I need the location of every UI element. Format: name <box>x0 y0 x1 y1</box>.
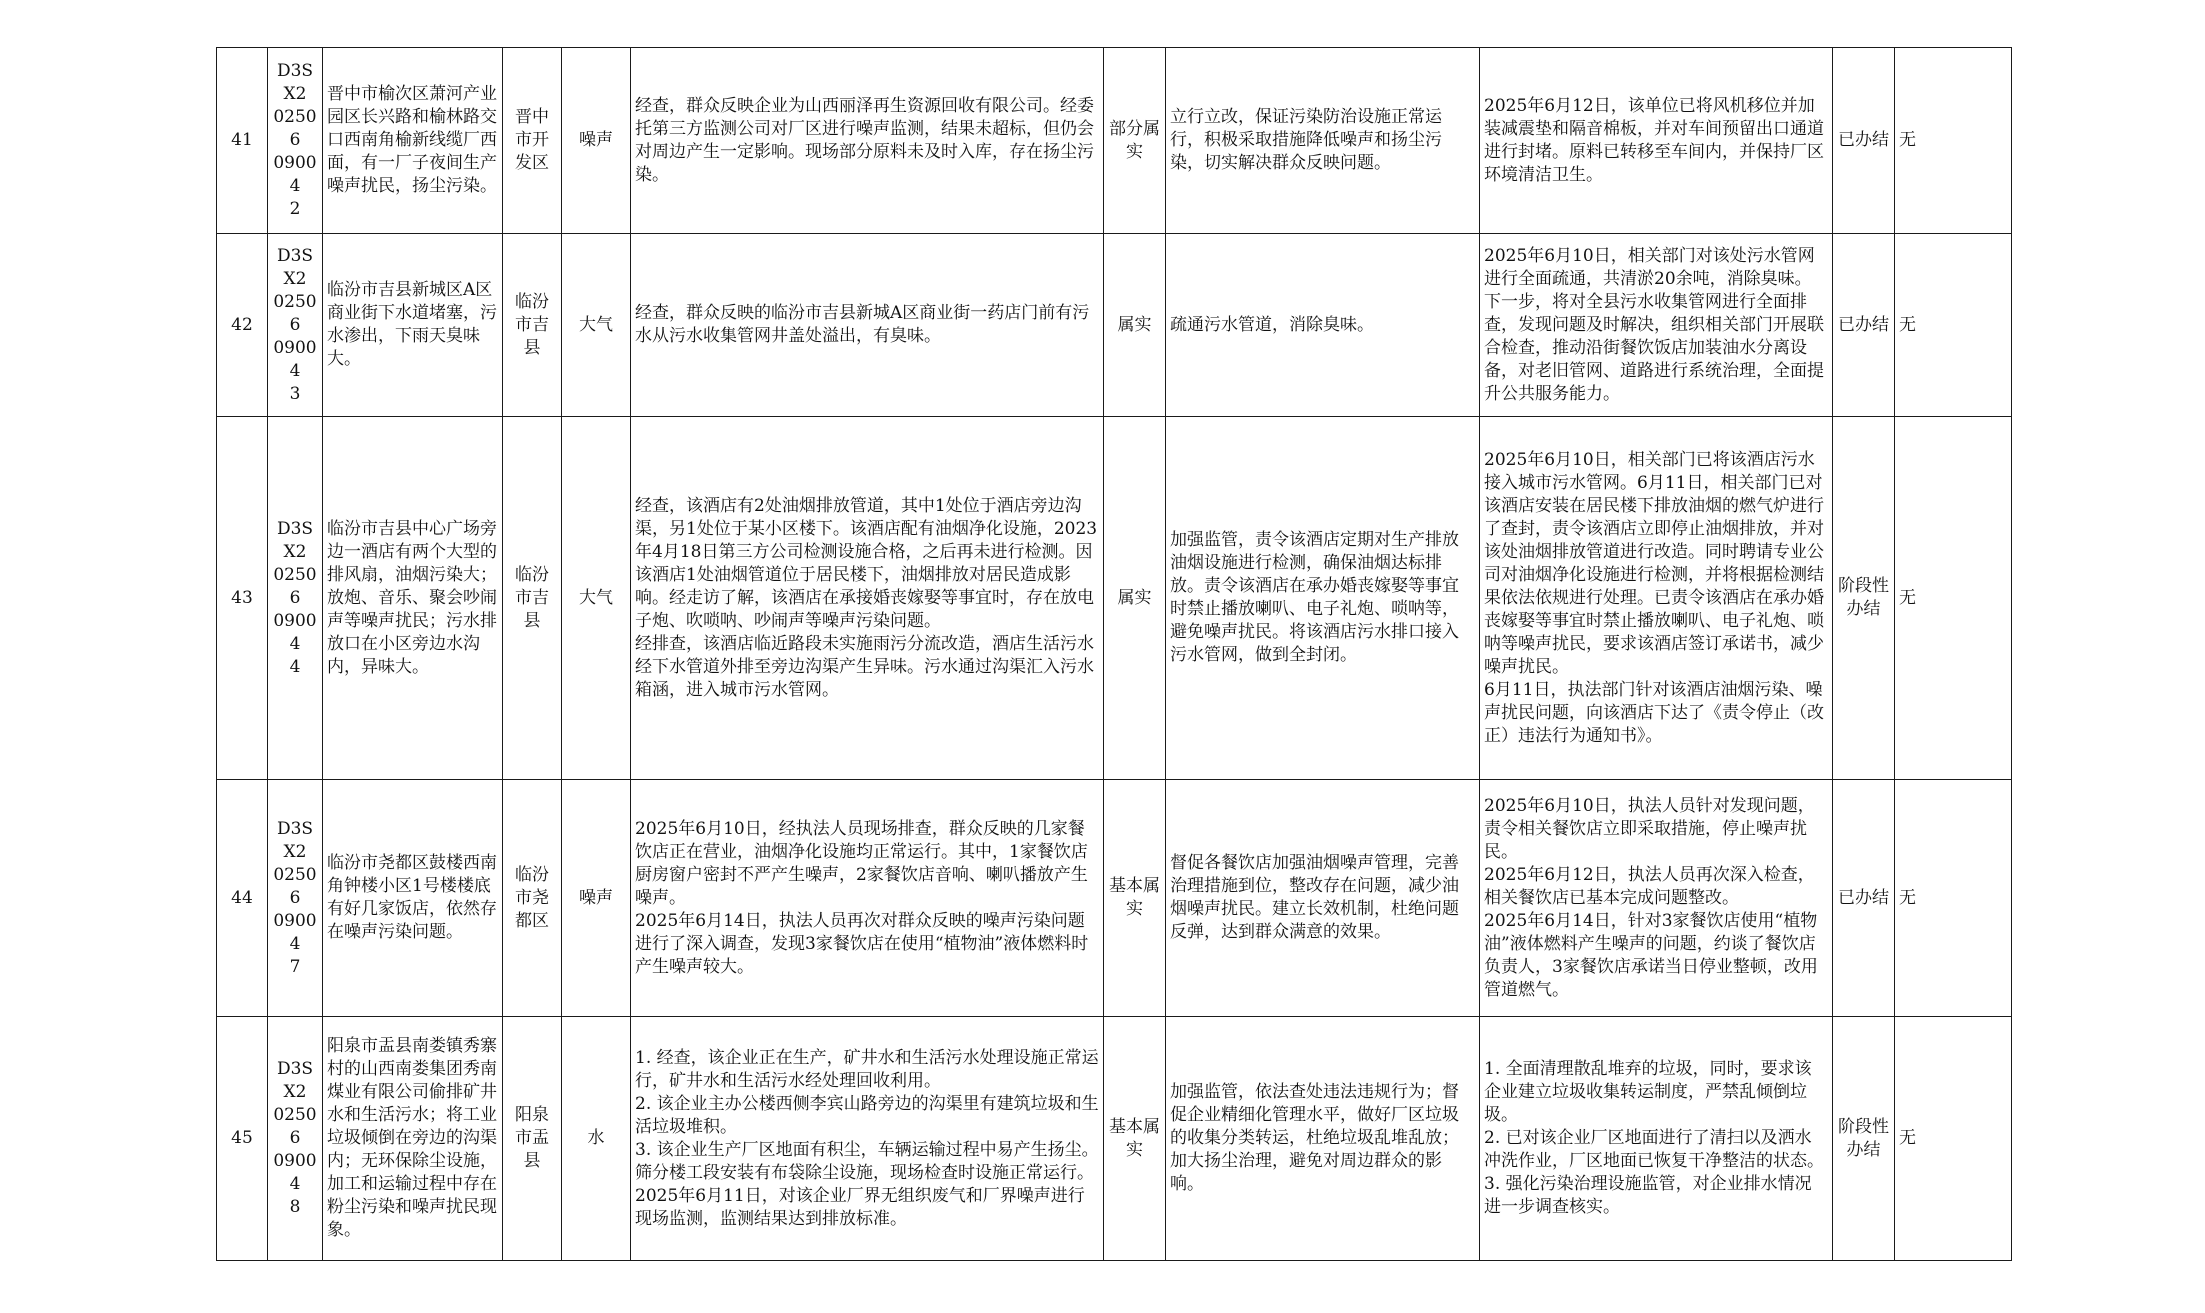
region: 临汾市吉县 <box>503 417 562 780</box>
rectification-progress: 1. 全面清理散乱堆弃的垃圾，同时，要求该企业建立垃圾收集转运制度，严禁乱倾倒垃圾。 2. 已对该企业厂区地面进行了清扫以及洒水冲洗作业，厂区地面已恢复干净整洁的状态。 3. 强化污染治理设施监管，对企业排水情况进一步调查核实。 <box>1480 1017 1833 1261</box>
table-row <box>217 48 2012 234</box>
rectification-measure: 督促各餐饮店加强油烟噪声管理，完善治理措施到位，整改存在问题，减少油烟噪声扰民。建立长效机制，杜绝问题反弹，达到群众满意的效果。 <box>1166 780 1480 1017</box>
rectification-progress: 2025年6月10日，执法人员针对发现问题，责令相关餐饮店立即采取措施，停止噪声扰民。 2025年6月12日，执法人员再次深入检查，相关餐饮店已基本完成问题整改。 2025年6月14日，针对3家餐饮店使用“植物油”液体燃料产生噪声的问题，约谈了餐饮店负责人，3家餐饮店承诺当日停业整顿，改用管道燃气。 <box>1480 780 1833 1017</box>
rectification-measure: 加强监管，责令该酒店定期对生产排放油烟设施进行检测，确保油烟达标排放。责令该酒店在承办婚丧嫁娶等事宜时禁止播放喇叭、电子礼炮、唢呐等，避免噪声扰民。将该酒店污水排口接入污水管网，做到全封闭。 <box>1166 417 1480 780</box>
verdict: 属实 <box>1104 234 1166 417</box>
case-code: D3SX2 02506 09004 4 <box>268 417 323 780</box>
verdict: 基本属实 <box>1104 780 1166 1017</box>
accountability: 无 <box>1895 234 2012 417</box>
rectification-measure: 疏通污水管道，消除臭味。 <box>1166 234 1480 417</box>
accountability: 无 <box>1895 417 2012 780</box>
pollution-type: 噪声 <box>562 780 631 1017</box>
pollution-type: 噪声 <box>562 48 631 234</box>
region: 阳泉市盂县 <box>503 1017 562 1261</box>
pollution-type: 大气 <box>562 234 631 417</box>
case-table <box>216 47 2012 1261</box>
row-number: 41 <box>217 48 268 234</box>
row-number: 45 <box>217 1017 268 1261</box>
completion-status: 阶段性办结 <box>1833 1017 1895 1261</box>
rectification-progress: 2025年6月10日，相关部门对该处污水管网进行全面疏通，共清淤20余吨，消除臭味。下一步，将对全县污水收集管网进行全面排查，发现问题及时解决，组织相关部门开展联合检查，推动沿街餐饮饭店加装油水分离设备，对老旧管网、道路进行系统治理，全面提升公共服务能力。 <box>1480 234 1833 417</box>
complaint-content: 临汾市尧都区鼓楼西南角钟楼小区1号楼楼底有好几家饭店，依然存在噪声污染问题。 <box>323 780 503 1017</box>
rectification-progress: 2025年6月12日，该单位已将风机移位并加装减震垫和隔音棉板，并对车间预留出口通道进行封堵。原料已转移至车间内，并保持厂区环境清洁卫生。 <box>1480 48 1833 234</box>
accountability: 无 <box>1895 1017 2012 1261</box>
region: 临汾市吉县 <box>503 234 562 417</box>
region: 晋中市开发区 <box>503 48 562 234</box>
complaint-content: 临汾市吉县中心广场旁边一酒店有两个大型的排风扇，油烟污染大；放炮、音乐、聚会吵闹声等噪声扰民；污水排放口在小区旁边水沟内，异味大。 <box>323 417 503 780</box>
verdict: 部分属实 <box>1104 48 1166 234</box>
pollution-type: 大气 <box>562 417 631 780</box>
completion-status: 已办结 <box>1833 48 1895 234</box>
investigation-finding: 1. 经查，该企业正在生产，矿井水和生活污水处理设施正常运行，矿井水和生活污水经处理回收利用。 2. 该企业主办公楼西侧李宾山路旁边的沟渠里有建筑垃圾和生活垃圾堆积。 3. 该企业生产厂区地面有积尘，车辆运输过程中易产生扬尘。筛分楼工段安装有布袋除尘设施，现场检查时设施正常运行。2025年6月11日，对该企业厂界无组织废气和厂界噪声进行现场监测，监测结果达到排放标准。 <box>631 1017 1104 1261</box>
table-row <box>217 1017 2012 1261</box>
row-number: 42 <box>217 234 268 417</box>
accountability: 无 <box>1895 780 2012 1017</box>
case-code: D3SX2 02506 09004 8 <box>268 1017 323 1261</box>
investigation-finding: 经查，群众反映企业为山西丽泽再生资源回收有限公司。经委托第三方监测公司对厂区进行噪声监测，结果未超标，但仍会对周边产生一定影响。现场部分原料未及时入库，存在扬尘污染。 <box>631 48 1104 234</box>
table-row <box>217 417 2012 780</box>
completion-status: 已办结 <box>1833 780 1895 1017</box>
case-code: D3SX2 02506 09004 2 <box>268 48 323 234</box>
case-code: D3SX2 02506 09004 7 <box>268 780 323 1017</box>
investigation-finding: 经查，该酒店有2处油烟排放管道，其中1处位于酒店旁边沟渠，另1处位于某小区楼下。该酒店配有油烟净化设施，2023年4月18日第三方公司检测设施合格，之后再未进行检测。因该酒店1处油烟管道位于居民楼下，油烟排放对居民造成影响。经走访了解，该酒店在承接婚丧嫁娶等事宜时，存在放电子炮、吹唢呐、吵闹声等噪声污染问题。 经排查，该酒店临近路段未实施雨污分流改造，酒店生活污水经下水管道外排至旁边沟渠产生异味。污水通过沟渠汇入污水箱涵，进入城市污水管网。 <box>631 417 1104 780</box>
table-row <box>217 234 2012 417</box>
row-number: 43 <box>217 417 268 780</box>
rectification-measure: 加强监管，依法查处违法违规行为；督促企业精细化管理水平，做好厂区垃圾的收集分类转运，杜绝垃圾乱堆乱放；加大扬尘治理，避免对周边群众的影响。 <box>1166 1017 1480 1261</box>
complaint-content: 晋中市榆次区萧河产业园区长兴路和榆林路交口西南角榆新线缆厂西面，有一厂子夜间生产噪声扰民，扬尘污染。 <box>323 48 503 234</box>
investigation-finding: 2025年6月10日，经执法人员现场排查，群众反映的几家餐饮店正在营业，油烟净化设施均正常运行。其中，1家餐饮店厨房窗户密封不严产生噪声，2家餐饮店音响、喇叭播放产生噪声。 2025年6月14日，执法人员再次对群众反映的噪声污染问题进行了深入调查，发现3家餐饮店在使用“植物油”液体燃料时产生噪声较大。 <box>631 780 1104 1017</box>
table-row <box>217 780 2012 1017</box>
completion-status: 已办结 <box>1833 234 1895 417</box>
accountability: 无 <box>1895 48 2012 234</box>
rectification-progress: 2025年6月10日，相关部门已将该酒店污水接入城市污水管网。6月11日，相关部门已对该酒店安装在居民楼下排放油烟的燃气炉进行了查封，责令该酒店立即停止油烟排放，并对该处油烟排放管道进行改造。同时聘请专业公司对油烟净化设施进行检测，并将根据检测结果依法依规进行处理。已责令该酒店在承办婚丧嫁娶等事宜时禁止播放喇叭、电子礼炮、唢呐等噪声扰民，要求该酒店签订承诺书，减少噪声扰民。 6月11日，执法部门针对该酒店油烟污染、噪声扰民问题，向该酒店下达了《责令停止（改正）违法行为通知书》。 <box>1480 417 1833 780</box>
completion-status: 阶段性办结 <box>1833 417 1895 780</box>
verdict: 属实 <box>1104 417 1166 780</box>
investigation-finding: 经查，群众反映的临汾市吉县新城A区商业街一药店门前有污水从污水收集管网井盖处溢出，有臭味。 <box>631 234 1104 417</box>
case-code: D3SX2 02506 09004 3 <box>268 234 323 417</box>
row-number: 44 <box>217 780 268 1017</box>
region: 临汾市尧都区 <box>503 780 562 1017</box>
verdict: 基本属实 <box>1104 1017 1166 1261</box>
rectification-measure: 立行立改，保证污染防治设施正常运行，积极采取措施降低噪声和扬尘污染，切实解决群众反映问题。 <box>1166 48 1480 234</box>
complaint-content: 临汾市吉县新城区A区商业街下水道堵塞，污水渗出，下雨天臭味大。 <box>323 234 503 417</box>
pollution-type: 水 <box>562 1017 631 1261</box>
complaint-content: 阳泉市盂县南娄镇秀寨村的山西南娄集团秀南煤业有限公司偷排矿井水和生活污水；将工业垃圾倾倒在旁边的沟渠内；无环保除尘设施，加工和运输过程中存在粉尘污染和噪声扰民现象。 <box>323 1017 503 1261</box>
